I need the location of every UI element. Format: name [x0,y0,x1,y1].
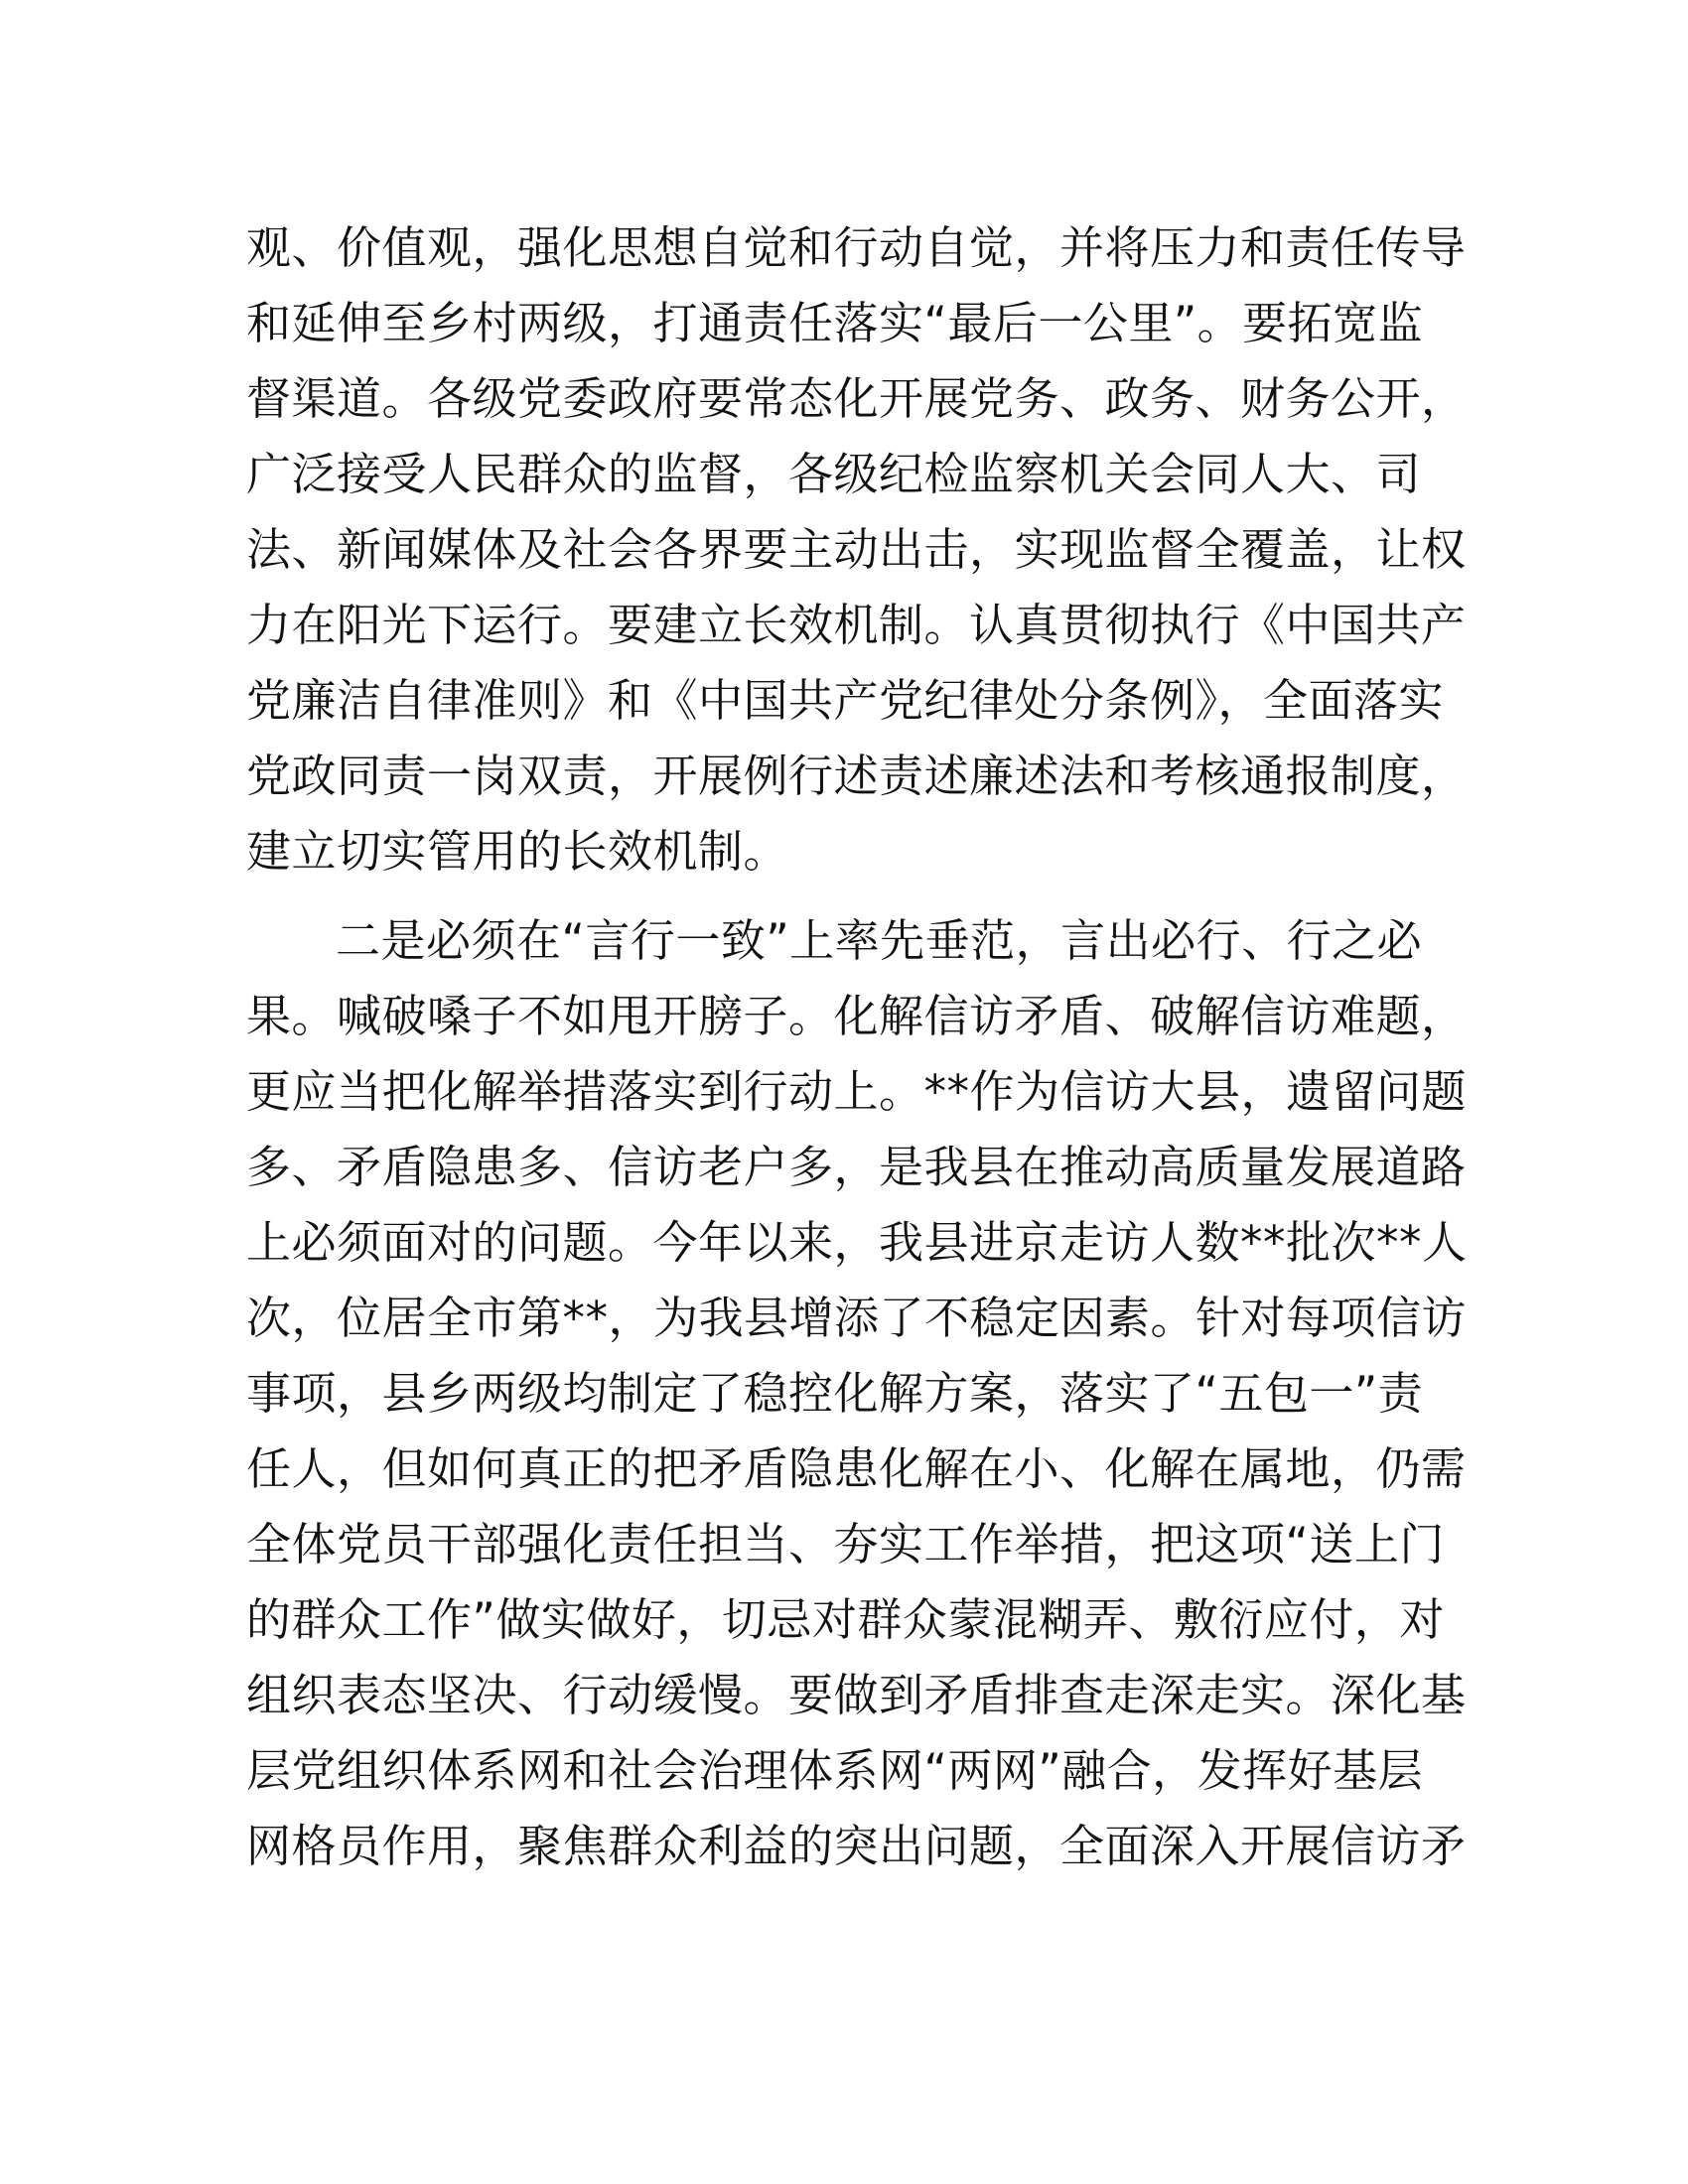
text-line: 建立切实管用的长效机制。 [246,825,789,878]
text-line: 力在阳光下运行。要建立长效机制。认真贯彻执行《中国共产 [246,599,1467,651]
document-body [246,210,1468,1884]
text-line: 网格员作用，聚焦群众利益的突出问题，全面深入开展信访矛 [246,1820,1467,1872]
text-line: 观、价值观，强化思想自觉和行动自觉，并将压力和责任传导 [246,221,1467,274]
text-line: 任人，但如何真正的把矛盾隐患化解在小、化解在属地，仍需 [246,1442,1467,1495]
text-line: 层党组织体系网和社会治理体系网“两网”融合，发挥好基层 [246,1744,1424,1797]
text-line: 更应当把化解举措落实到行动上。**作为信访大县，遗留问题 [246,1065,1468,1118]
text-line: 广泛接受人民群众的监督，各级纪检监察机关会同人大、司 [246,448,1422,500]
paragraph-gap [246,889,1438,903]
text-line: 上必须面对的问题。今年以来，我县进京走访人数**批次**人 [246,1216,1468,1269]
text-line: 的群众工作”做实做好，切忌对群众蒙混糊弄、敷衍应付，对 [246,1593,1445,1646]
text-line: 全体党员干部强化责任担当、夯实工作举措，把这项“送上门 [246,1518,1445,1570]
text-line: 督渠道。各级党委政府要常态化开展党务、政务、财务公开， [246,372,1467,425]
text-line: 党廉洁自律准则》和《中国共产党纪律处分条例》，全面落实 [246,674,1445,727]
paragraph-2 [246,903,1468,1884]
text-line-first: 二是必须在“言行一致”上率先垂范，言出必行、行之必 [336,914,1423,967]
text-line: 法、新闻媒体及社会各界要主动出击，实现监督全覆盖，让权 [246,523,1467,576]
text-line: 和延伸至乡村两级，打通责任落实“最后一公里”。要拓宽监 [246,297,1424,349]
text-line: 果。喊破嗓子不如甩开膀子。化解信访矛盾、破解信访难题， [246,990,1467,1042]
text-line: 多、矛盾隐患多、信访老户多，是我县在推动高质量发展道路 [246,1141,1467,1193]
text-line: 组织表态坚决、行动缓慢。要做到矛盾排查走深走实。深化基 [246,1669,1467,1721]
paragraph-1 [246,210,1467,889]
text-line: 次，位居全市第**，为我县增添了不稳定因素。针对每项信访 [246,1292,1468,1344]
text-line: 党政同责一岗双责，开展例行述责述廉述法和考核通报制度， [246,750,1467,802]
text-line: 事项，县乡两级均制定了稳控化解方案，落实了“五包一”责 [246,1367,1424,1420]
